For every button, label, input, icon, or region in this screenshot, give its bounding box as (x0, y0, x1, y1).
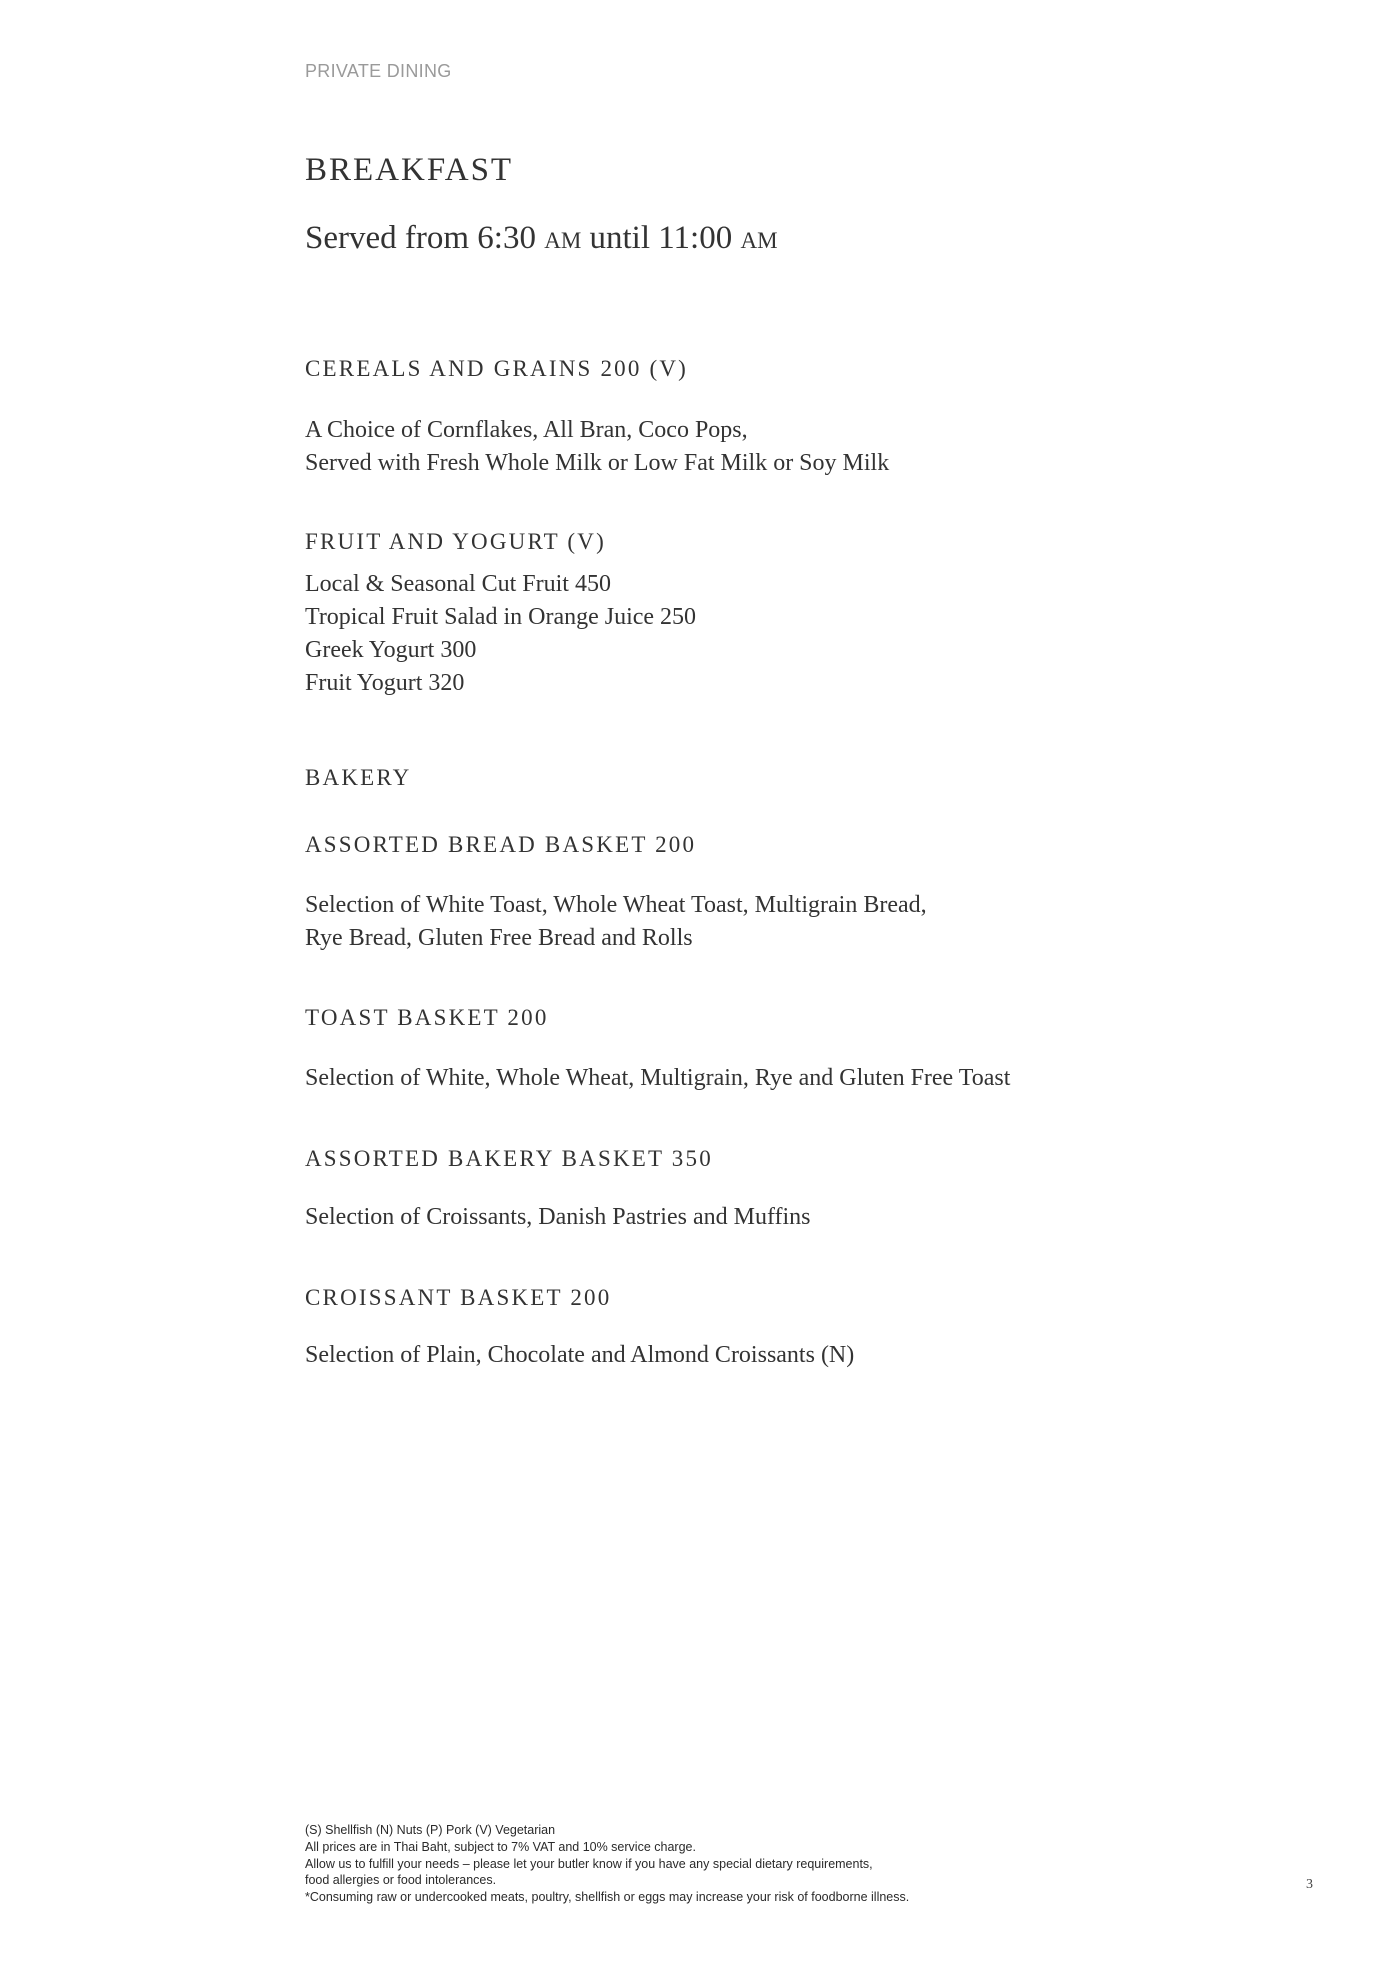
service-hours-am-end: am (740, 220, 778, 256)
footer-notes (305, 1822, 909, 1906)
footer-dietary-note: Allow us to fulfill your needs – please let your butler know if you have any special dietary requirements, (305, 1856, 873, 1871)
page-title: BREAKFAST (305, 152, 514, 188)
menu-line: Served with Fresh Whole Milk or Low Fat Milk or Soy Milk (305, 450, 890, 476)
section-heading-croissant-basket: CROISSANT BASKET 200 (305, 1285, 612, 1310)
menu-item: Greek Yogurt 300 (305, 637, 477, 663)
menu-item: Local & Seasonal Cut Fruit 450 (305, 571, 611, 597)
section-body-assorted-bread-basket (305, 889, 927, 955)
menu-item: Fruit Yogurt 320 (305, 670, 465, 696)
footer-health-warning: *Consuming raw or undercooked meats, poultry, shellfish or eggs may increase your risk of foodborne illness. (305, 1890, 910, 1905)
footer-pricing-note: All prices are in Thai Baht, subject to 7% VAT and 10% service charge. (305, 1839, 696, 1854)
page-number: 3 (1306, 1877, 1313, 1892)
footer-legend: (S) Shellfish (N) Nuts (P) Pork (V) Vegetarian (305, 1823, 556, 1837)
section-heading-cereals: CEREALS AND GRAINS 200 (V) (305, 356, 689, 381)
section-body-cereals (305, 414, 889, 480)
menu-line: A Choice of Cornflakes, All Bran, Coco Pops, (305, 417, 748, 443)
menu-line: Selection of Croissants, Danish Pastries and Muffins (305, 1204, 811, 1230)
section-body-croissant-basket (305, 1339, 854, 1372)
footer-dietary-note-cont: food allergies or food intolerances. (305, 1873, 497, 1888)
section-heading-assorted-bread-basket: ASSORTED BREAD BASKET 200 (305, 832, 697, 857)
section-heading-assorted-bakery-basket: ASSORTED BAKERY BASKET 350 (305, 1146, 713, 1171)
page-header-label: PRIVATE DINING (305, 61, 452, 81)
section-body-fruit-yogurt (305, 568, 696, 700)
menu-line: Selection of Plain, Chocolate and Almond Croissants (N) (305, 1342, 855, 1368)
section-body-assorted-bakery-basket (305, 1201, 811, 1234)
menu-line: Selection of White Toast, Whole Wheat Toast, Multigrain Bread, (305, 892, 927, 918)
section-body-toast-basket (305, 1062, 1010, 1095)
menu-item: Tropical Fruit Salad in Orange Juice 250 (305, 604, 697, 630)
menu-line: Selection of White, Whole Wheat, Multigrain, Rye and Gluten Free Toast (305, 1065, 1011, 1091)
service-hours (305, 218, 778, 258)
section-heading-fruit-yogurt: FRUIT AND YOGURT (V) (305, 529, 606, 554)
section-heading-bakery: BAKERY (305, 765, 412, 790)
menu-line: Rye Bread, Gluten Free Bread and Rolls (305, 925, 693, 951)
service-hours-mid: until 11:00 (581, 220, 741, 256)
service-hours-am-start: am (544, 220, 582, 256)
service-hours-prefix: Served from 6:30 (305, 220, 545, 256)
section-heading-toast-basket: TOAST BASKET 200 (305, 1005, 549, 1030)
